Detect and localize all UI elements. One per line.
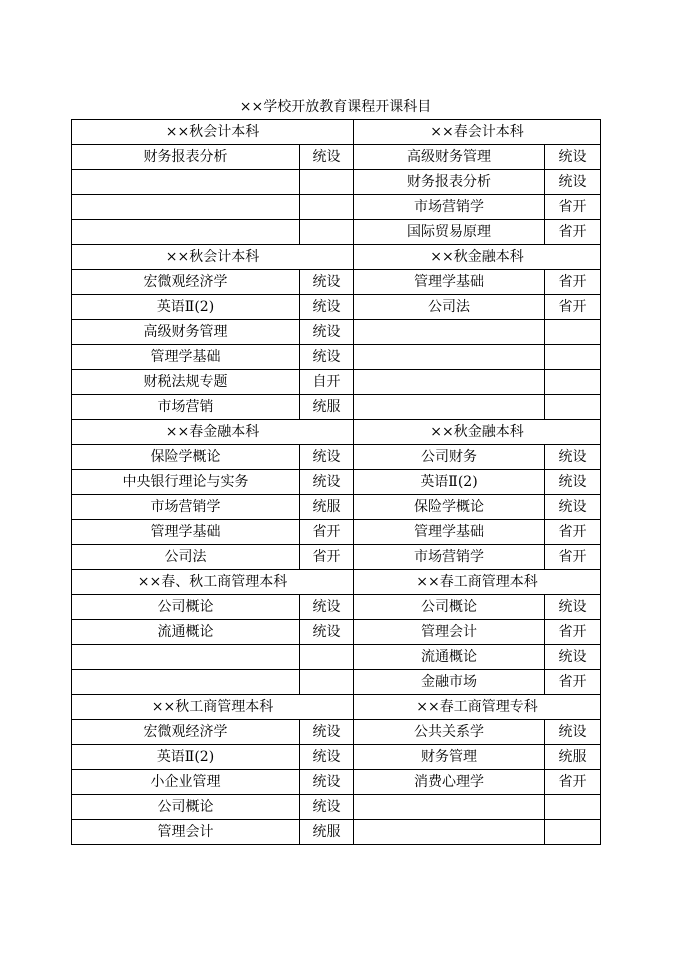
table-row bbox=[72, 145, 601, 170]
course-name-right: 流通概论 bbox=[354, 645, 545, 670]
course-type-left: 统设 bbox=[300, 270, 354, 295]
course-type-right bbox=[545, 795, 601, 820]
course-name-left bbox=[72, 645, 300, 670]
course-type-left: 统设 bbox=[300, 345, 354, 370]
program-header-right: ××春工商管理专科 bbox=[354, 695, 601, 720]
course-type-right bbox=[545, 320, 601, 345]
section-header-row bbox=[72, 570, 601, 595]
course-type-right: 省开 bbox=[545, 220, 601, 245]
course-type-right: 统设 bbox=[545, 645, 601, 670]
table-row bbox=[72, 770, 601, 795]
program-header-left: ××秋会计本科 bbox=[72, 120, 354, 145]
course-type-left: 统设 bbox=[300, 320, 354, 345]
table-row bbox=[72, 795, 601, 820]
course-name-left: 市场营销学 bbox=[72, 495, 300, 520]
course-type-left: 统设 bbox=[300, 595, 354, 620]
course-name-left: 财务报表分析 bbox=[72, 145, 300, 170]
course-name-right: 公司概论 bbox=[354, 595, 545, 620]
program-header-left: ××秋工商管理本科 bbox=[72, 695, 354, 720]
course-name-left bbox=[72, 170, 300, 195]
course-type-left: 统设 bbox=[300, 770, 354, 795]
course-type-right: 省开 bbox=[545, 270, 601, 295]
course-type-right: 统设 bbox=[545, 170, 601, 195]
table-row bbox=[72, 620, 601, 645]
course-type-right: 统设 bbox=[545, 595, 601, 620]
course-type-left: 统设 bbox=[300, 470, 354, 495]
course-name-right: 英语Ⅱ(2) bbox=[354, 470, 545, 495]
course-type-right: 统设 bbox=[545, 445, 601, 470]
course-type-left bbox=[300, 670, 354, 695]
table-row bbox=[72, 470, 601, 495]
course-name-right: 市场营销学 bbox=[354, 545, 545, 570]
course-type-right: 省开 bbox=[545, 195, 601, 220]
course-type-left: 统服 bbox=[300, 820, 354, 845]
course-name-left bbox=[72, 195, 300, 220]
course-name-right: 消费心理学 bbox=[354, 770, 545, 795]
course-name-left: 流通概论 bbox=[72, 620, 300, 645]
program-header-right: ××春工商管理本科 bbox=[354, 570, 601, 595]
table-row bbox=[72, 270, 601, 295]
course-type-left: 统服 bbox=[300, 395, 354, 420]
table-row bbox=[72, 170, 601, 195]
course-name-left: 英语Ⅱ(2) bbox=[72, 295, 300, 320]
course-type-right: 统服 bbox=[545, 745, 601, 770]
course-name-left: 公司概论 bbox=[72, 795, 300, 820]
course-type-right: 省开 bbox=[545, 545, 601, 570]
table-row bbox=[72, 495, 601, 520]
course-name-left: 小企业管理 bbox=[72, 770, 300, 795]
program-header-left: ××春、秋工商管理本科 bbox=[72, 570, 354, 595]
course-type-right: 统设 bbox=[545, 145, 601, 170]
table-row bbox=[72, 445, 601, 470]
course-name-right: 管理学基础 bbox=[354, 520, 545, 545]
table-row bbox=[72, 320, 601, 345]
program-header-left: ××秋会计本科 bbox=[72, 245, 354, 270]
course-name-right: 高级财务管理 bbox=[354, 145, 545, 170]
table-row bbox=[72, 295, 601, 320]
course-name-left: 保险学概论 bbox=[72, 445, 300, 470]
course-name-left: 市场营销 bbox=[72, 395, 300, 420]
course-name-right: 财务报表分析 bbox=[354, 170, 545, 195]
section-header-row bbox=[72, 245, 601, 270]
course-name-left bbox=[72, 670, 300, 695]
course-name-right: 金融市场 bbox=[354, 670, 545, 695]
course-type-right: 省开 bbox=[545, 295, 601, 320]
course-name-right: 市场营销学 bbox=[354, 195, 545, 220]
table-row bbox=[72, 520, 601, 545]
course-type-right: 省开 bbox=[545, 520, 601, 545]
course-type-left: 统设 bbox=[300, 720, 354, 745]
course-name-right bbox=[354, 395, 545, 420]
table-row bbox=[72, 195, 601, 220]
course-name-right bbox=[354, 370, 545, 395]
course-type-left bbox=[300, 645, 354, 670]
course-name-right bbox=[354, 820, 545, 845]
course-type-right bbox=[545, 345, 601, 370]
course-name-left: 中央银行理论与实务 bbox=[72, 470, 300, 495]
course-name-left: 公司法 bbox=[72, 545, 300, 570]
course-type-left: 统设 bbox=[300, 445, 354, 470]
course-name-left: 英语Ⅱ(2) bbox=[72, 745, 300, 770]
course-type-left: 统设 bbox=[300, 145, 354, 170]
course-name-right bbox=[354, 320, 545, 345]
program-header-right: ××秋金融本科 bbox=[354, 245, 601, 270]
course-name-right: 管理学基础 bbox=[354, 270, 545, 295]
course-type-right: 省开 bbox=[545, 770, 601, 795]
course-name-right bbox=[354, 345, 545, 370]
course-type-left: 统设 bbox=[300, 745, 354, 770]
table-row bbox=[72, 220, 601, 245]
course-name-left: 宏微观经济学 bbox=[72, 720, 300, 745]
table-row bbox=[72, 595, 601, 620]
course-type-left: 统设 bbox=[300, 795, 354, 820]
table-row bbox=[72, 370, 601, 395]
table-row bbox=[72, 545, 601, 570]
course-name-right: 保险学概论 bbox=[354, 495, 545, 520]
document-title: ××学校开放教育课程开课科目 bbox=[239, 99, 432, 115]
course-name-left bbox=[72, 220, 300, 245]
course-name-left: 财税法规专题 bbox=[72, 370, 300, 395]
table-row bbox=[72, 645, 601, 670]
course-type-right bbox=[545, 395, 601, 420]
course-name-right: 国际贸易原理 bbox=[354, 220, 545, 245]
course-name-left: 公司概论 bbox=[72, 595, 300, 620]
course-type-left: 统设 bbox=[300, 620, 354, 645]
course-table bbox=[71, 119, 601, 845]
table-row bbox=[72, 720, 601, 745]
course-type-left bbox=[300, 170, 354, 195]
course-type-right bbox=[545, 820, 601, 845]
table-row bbox=[72, 395, 601, 420]
course-name-right: 管理会计 bbox=[354, 620, 545, 645]
table-row bbox=[72, 345, 601, 370]
course-name-right: 公共关系学 bbox=[354, 720, 545, 745]
course-name-left: 管理学基础 bbox=[72, 345, 300, 370]
course-type-left: 自开 bbox=[300, 370, 354, 395]
course-name-left: 管理学基础 bbox=[72, 520, 300, 545]
course-type-left: 省开 bbox=[300, 520, 354, 545]
program-header-left: ××春金融本科 bbox=[72, 420, 354, 445]
course-type-left bbox=[300, 195, 354, 220]
course-type-right: 统设 bbox=[545, 720, 601, 745]
course-type-right bbox=[545, 370, 601, 395]
course-name-left: 管理会计 bbox=[72, 820, 300, 845]
course-type-right: 省开 bbox=[545, 620, 601, 645]
course-type-right: 统设 bbox=[545, 470, 601, 495]
course-type-right: 统设 bbox=[545, 495, 601, 520]
table-row bbox=[72, 745, 601, 770]
table-row bbox=[72, 670, 601, 695]
course-type-left: 统服 bbox=[300, 495, 354, 520]
program-header-right: ××春会计本科 bbox=[354, 120, 601, 145]
section-header-row bbox=[72, 695, 601, 720]
program-header-right: ××秋金融本科 bbox=[354, 420, 601, 445]
course-type-left: 统设 bbox=[300, 295, 354, 320]
course-name-right bbox=[354, 795, 545, 820]
course-name-left: 宏微观经济学 bbox=[72, 270, 300, 295]
section-header-row bbox=[72, 120, 601, 145]
course-name-left: 高级财务管理 bbox=[72, 320, 300, 345]
course-type-right: 省开 bbox=[545, 670, 601, 695]
course-name-right: 财务管理 bbox=[354, 745, 545, 770]
section-header-row bbox=[72, 420, 601, 445]
course-type-left bbox=[300, 220, 354, 245]
table-row bbox=[72, 820, 601, 845]
course-name-right: 公司财务 bbox=[354, 445, 545, 470]
course-type-left: 省开 bbox=[300, 545, 354, 570]
course-name-right: 公司法 bbox=[354, 295, 545, 320]
